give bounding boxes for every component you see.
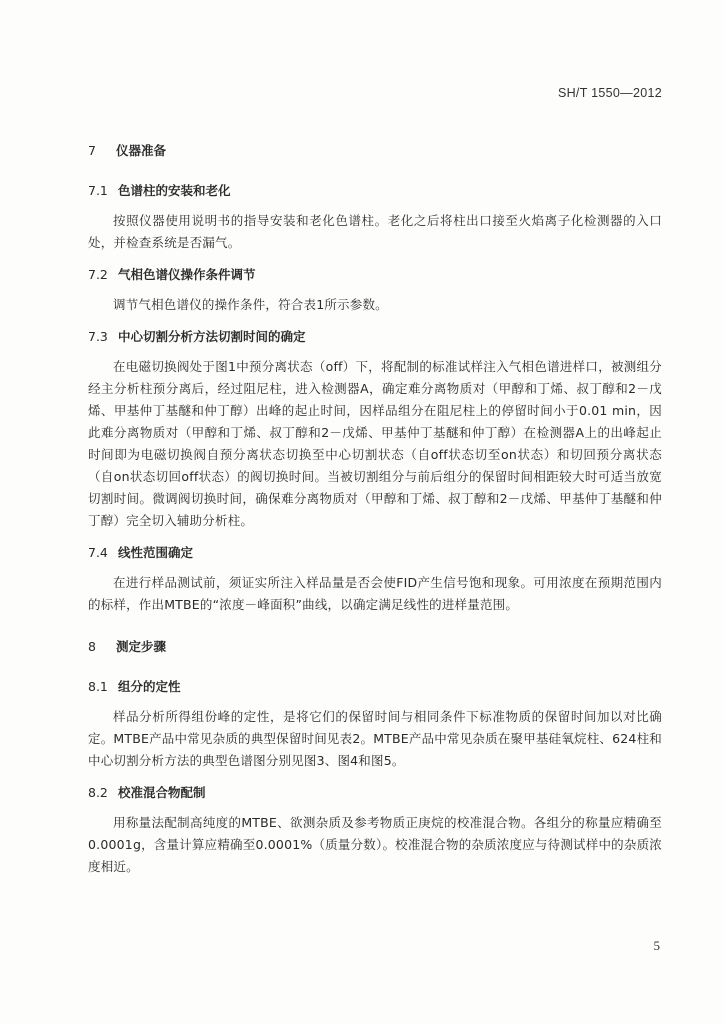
document-body	[88, 142, 662, 890]
section-8-2-number: 8.2	[88, 785, 108, 800]
section-7-3-title: 中心切割分析方法切割时间的确定	[118, 329, 306, 344]
chapter-8-number: 8	[88, 639, 96, 654]
section-8-2-title: 校准混合物配制	[118, 785, 206, 800]
section-8-2-heading	[88, 784, 662, 802]
chapter-8-heading	[88, 638, 662, 656]
section-7-3-text: 在电磁切换阀处于图1中预分离状态（off）下，将配制的标准试样注入气相色谱进样口，被测组分经主分析柱预分离后，经过阻尼柱，进入检测器A，确定难分离物质对（甲醇和丁烯、叔丁醇和2－戊烯、甲基仲丁基醚和仲丁醇）出峰的起止时间，因样品组分在阻尼柱上的停留时间小于0.01 min，因此难分离物质对（甲醇和丁烯、叔丁醇和2－戊烯、甲基仲丁基醚和仲丁醇）在检测器A上的出峰起止时间即为电磁切换阀自预分离状态切换至中心切割状态（自off状态切至on状态）和切回预分离状态（自on状态切回off状态）的阀切换时间。当被切割组分与前后组分的保留时间相距较大时可适当放宽切割时间。微调阀切换时间，确保难分离物质对（甲醇和丁烯、叔丁醇和2－戊烯、甲基仲丁基醚和仲丁醇）完全切入辅助分析柱。	[88, 359, 662, 528]
chapter-gap	[88, 628, 662, 638]
section-8-1-number: 8.1	[88, 679, 108, 694]
section-8-2-text: 用称量法配制高纯度的MTBE、欲测杂质及参考物质正庚烷的校准混合物。各组分的称量应精确至0.0001g，含量计算应精确至0.0001%（质量分数）。校准混合物的杂质浓度应与待测试样中的杂质浓度相近。	[88, 815, 662, 874]
section-7-3-number: 7.3	[88, 329, 108, 344]
section-7-2-text: 调节气相色谱仪的操作条件，符合表1所示参数。	[113, 297, 388, 312]
section-7-4-text: 在进行样品测试前，须证实所注入样品量是否会使FID产生信号饱和现象。可用浓度在预期范围内的标样，作出MTBE的“浓度－峰面积”曲线，以确定满足线性的进样量范围。	[88, 575, 662, 612]
section-7-1-heading	[88, 182, 662, 200]
chapter-7-number: 7	[88, 143, 96, 158]
page-number: 5	[653, 938, 660, 953]
section-7-2-number: 7.2	[88, 267, 108, 282]
section-7-2-heading	[88, 266, 662, 284]
section-7-4-title: 线性范围确定	[118, 545, 194, 560]
section-8-1-text: 样品分析所得组份峰的定性，是将它们的保留时间与相同条件下标准物质的保留时间加以对比确定。MTBE产品中常见杂质的典型保留时间见表2。MTBE产品中常见杂质在聚甲基硅氧烷柱、624柱和中心切割分析方法的典型色谱图分别见图3、图4和图5。	[88, 709, 662, 768]
chapter-8-title: 测定步骤	[116, 639, 167, 654]
section-7-1-text: 按照仪器使用说明书的指导安装和老化色谱柱。老化之后将柱出口接至火焰离子化检测器的入口处，并检查系统是否漏气。	[88, 213, 662, 250]
section-7-1-number: 7.1	[88, 183, 108, 198]
section-7-4-heading	[88, 544, 662, 562]
section-8-1-title: 组分的定性	[118, 679, 181, 694]
section-7-2-title: 气相色谱仪操作条件调节	[118, 267, 256, 282]
section-7-3-heading	[88, 328, 662, 346]
section-7-1-title: 色谱柱的安装和老化	[118, 183, 231, 198]
standard-code: SH/T 1550—2012	[557, 86, 662, 100]
section-7-4-number: 7.4	[88, 545, 108, 560]
section-8-1-heading	[88, 678, 662, 696]
chapter-7-heading	[88, 142, 662, 160]
chapter-7-title: 仪器准备	[116, 143, 167, 158]
